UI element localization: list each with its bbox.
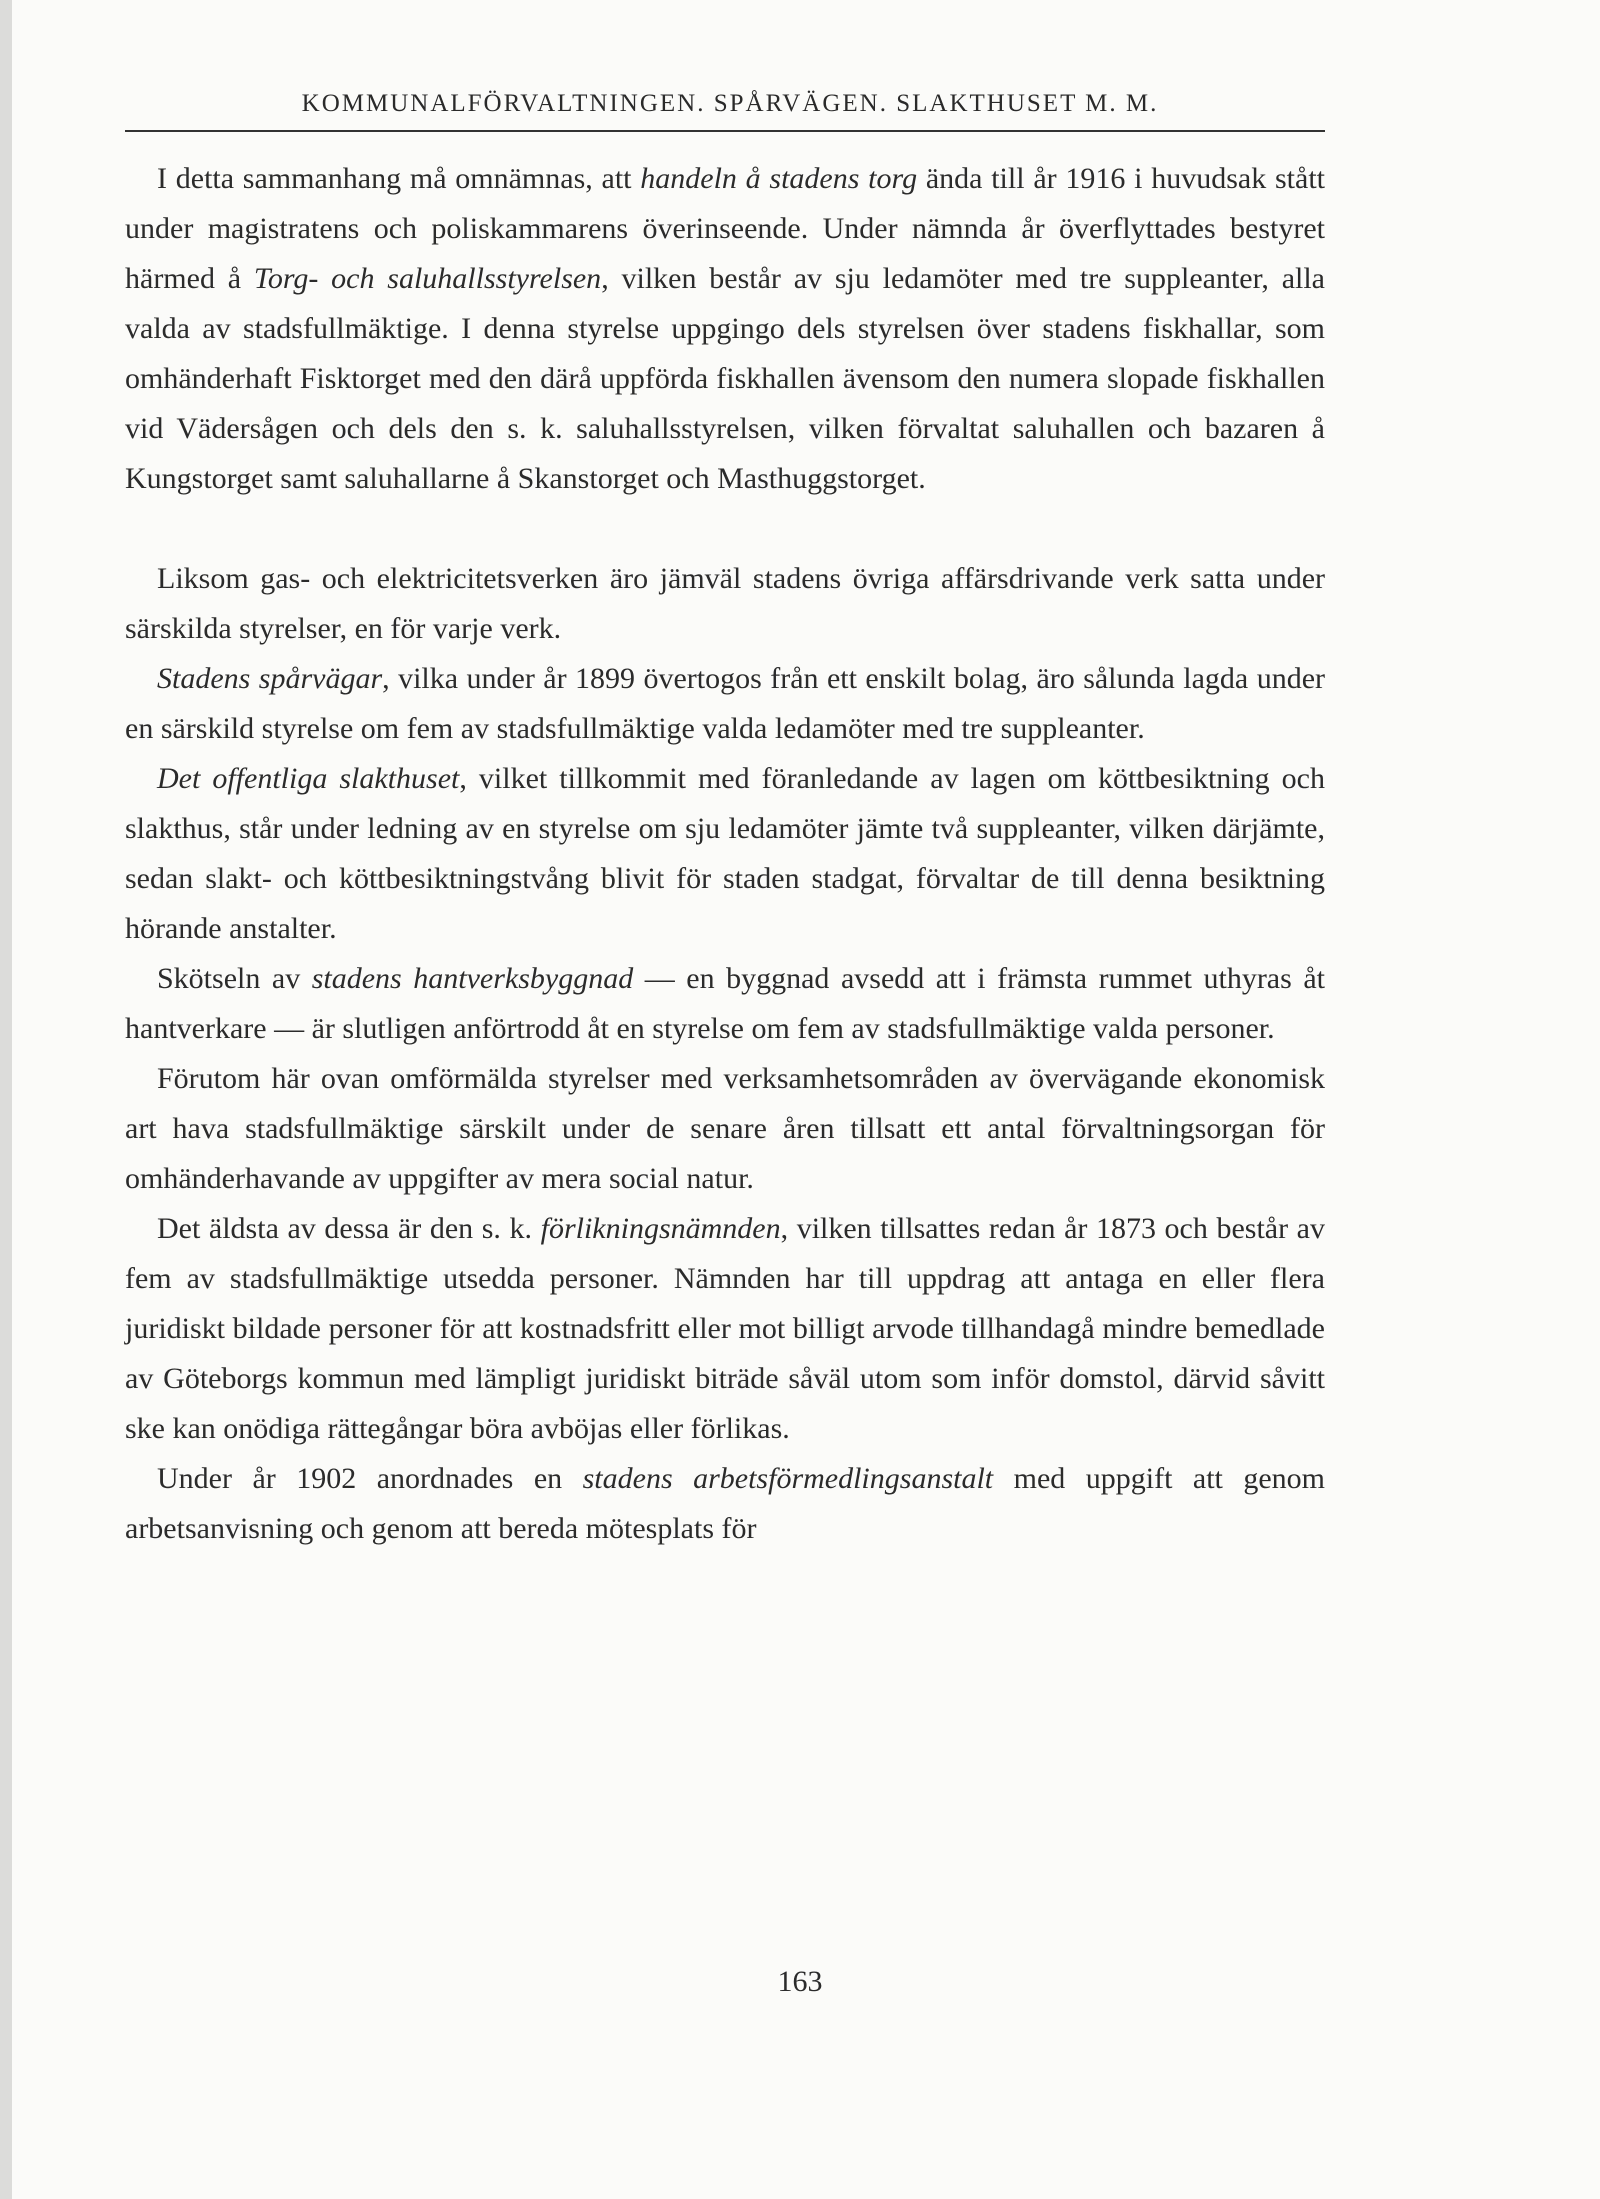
page-edge-shadow [0, 0, 12, 2199]
italic-term: förlikningsnämnden [540, 1212, 781, 1245]
text-run: Skötseln av [157, 962, 312, 995]
italic-term: Stadens spårvägar [157, 662, 383, 695]
paragraph [125, 654, 1325, 754]
text-run: Liksom gas- och elektricitetsverken äro jämväl stadens övriga affärsdrivande verk satta under särskilda styrelser, en för varje verk. [125, 562, 1325, 645]
text-run: Under år 1902 anordnades en [157, 1462, 583, 1495]
text-run: med uppgift att genom arbetsanvisning och genom att bereda mötesplats för [125, 1462, 1326, 1545]
italic-term: stadens arbetsförmedlingsanstalt [582, 1462, 994, 1495]
text-run: , vilka under år 1899 övertogos från ett enskilt bolag, äro sålunda lagda under en särskild styrelse om fem av stadsfullmäktige valda ledamöter med tre suppleanter. [125, 662, 1325, 745]
paragraph [125, 1054, 1325, 1204]
italic-term: Torg- och saluhallsstyrelsen [253, 262, 602, 295]
text-run: I detta sammanhang må omnämnas, att [157, 162, 641, 195]
text-run: , vilken tillsattes redan år 1873 och består av fem av stadsfullmäktige utsedda personer. Nämnden har till uppdrag att antaga en eller flera juridiskt bildade personer för att kostnadsfritt eller mot billigt arvode tillhandagå mindre bemedlade av Göteborgs kommun med lämpligt juridiskt biträde såväl utom som inför domstol, därvid såvitt ske kan onödiga rättegångar böra avböjas eller förlikas. [125, 1212, 1325, 1445]
paragraph [125, 154, 1325, 504]
paragraph [125, 954, 1325, 1054]
italic-term: Det offentliga slakthuset [157, 762, 460, 795]
italic-term: handeln å stadens torg [640, 162, 918, 195]
text-run: Det äldsta av dessa är den s. k. [157, 1212, 541, 1245]
paragraph [125, 554, 1325, 654]
paragraph [125, 1454, 1325, 1554]
text-run: ända till år 1916 i huvudsak stått under magistratens och poliskammarens överinseende. Under nämnda år överflyttades bestyret härmed å [125, 162, 1325, 295]
body-text [125, 154, 1325, 1554]
running-head: KOMMUNALFÖRVALTNINGEN. SPÅRVÄGEN. SLAKTHUSET M. M. [301, 90, 1159, 117]
paragraph [125, 754, 1325, 954]
header-rule [125, 130, 1325, 132]
page-number: 163 [777, 1965, 823, 1998]
text-run: — en byggnad avsedd att i främsta rummet uthyras åt hantverkare — är slutligen anförtrodd åt en styrelse om fem av stadsfullmäktige valda personer. [125, 962, 1325, 1045]
text-run: , vilken består av sju ledamöter med tre suppleanter, alla valda av stadsfullmäktige. I denna styrelse uppgingo dels styrelsen över stadens fiskhallar, som omhänderhaft Fisktorget med den därå uppförda fiskhallen ävensom den numera slopade fiskhallen vid Vädersågen och dels den s. k. saluhallsstyrelsen, vilken förvaltat saluhallen och bazaren å Kungstorget samt saluhallarne å Skanstorget och Masthuggstorget. [125, 262, 1325, 495]
italic-term: stadens hantverksbyggnad [311, 962, 634, 995]
text-run: Förutom här ovan omförmälda styrelser med verksamhetsområden av övervägande ekonomisk art hava stadsfullmäktige särskilt under de senare åren tillsatt ett antal förvaltningsorgan för omhänderhavande av uppgifter av mera social natur. [125, 1062, 1325, 1195]
paragraph [125, 1204, 1325, 1454]
document-page [125, 90, 1325, 1554]
text-run: , vilket tillkommit med föranledande av lagen om köttbesiktning och slakthus, står under ledning av en styrelse om sju ledamöter jämte två suppleanter, vilken därjämte, sedan slakt- och köttbesiktningstvång blivit för staden stadgat, förvaltar de till denna besiktning hörande anstalter. [125, 762, 1325, 945]
